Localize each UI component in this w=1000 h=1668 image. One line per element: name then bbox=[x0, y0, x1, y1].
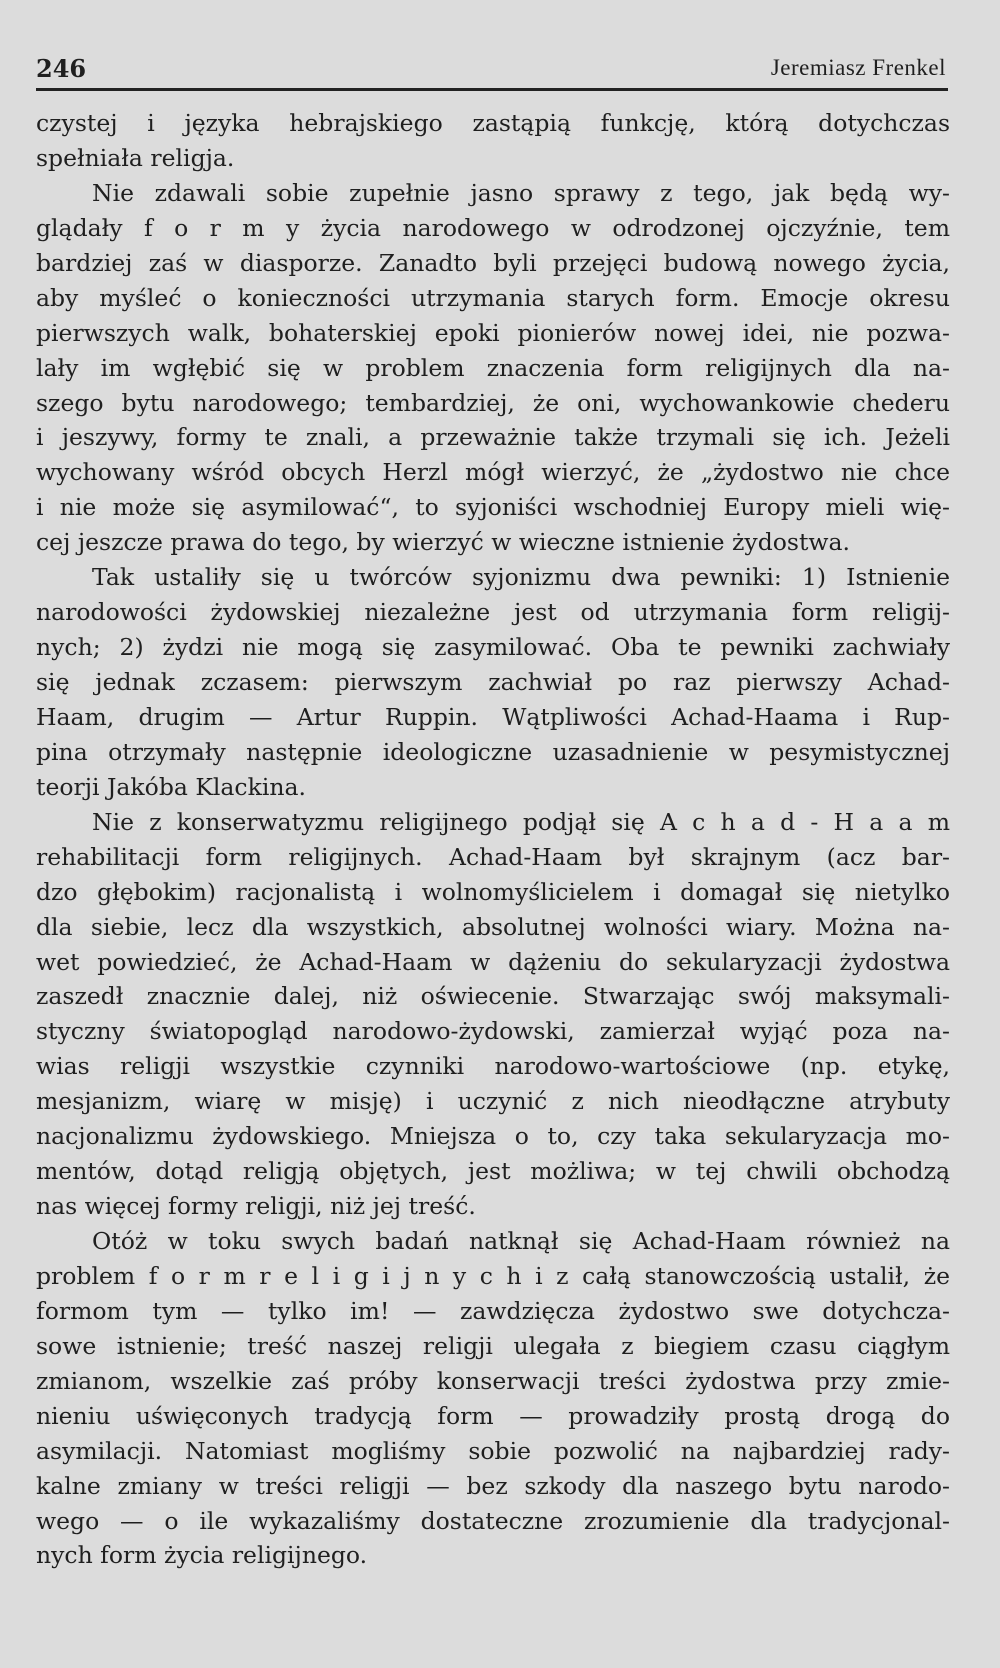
text-line: wychowany wśród obcych Herzl mógł wierzyć, że „żydostwo nie chce bbox=[36, 458, 950, 487]
text-line: nych; 2) żydzi nie mogą się zasymilować. Oba te pewniki zachwiały bbox=[36, 633, 950, 662]
text-line: Otóż w toku swych badań natknął się Achad-Haam również na bbox=[92, 1227, 950, 1255]
text-line: glądały f o r m y życia narodowego w odrodzonej ojczyźnie, tem bbox=[36, 213, 950, 242]
text-line: teorji Jakóba Klackina. bbox=[36, 772, 306, 801]
text-line: styczny światopogląd narodowo-żydowski, zamierzał wyjąć poza na- bbox=[36, 1017, 950, 1046]
text-line: się jednak zczasem: pierwszym zachwiał po raz pierwszy Achad- bbox=[36, 668, 950, 696]
text-line: cej jeszcze prawa do tego, by wierzyć w wieczne istnienie żydostwa. bbox=[36, 528, 850, 557]
body-text bbox=[36, 106, 950, 1573]
page-number: 246 bbox=[36, 54, 87, 83]
text-line: i nie może się asymilować“, to syjoniści wschodniej Europy mieli wię- bbox=[36, 493, 950, 522]
page-header bbox=[36, 54, 946, 84]
text-line: narodowości żydowskiej niezależne jest od utrzymania form religij- bbox=[36, 598, 950, 627]
text-line: asymilacji. Natomiast mogliśmy sobie pozwolić na najbardziej rady- bbox=[36, 1436, 950, 1465]
text-line: aby myśleć o konieczności utrzymania starych form. Emocje okresu bbox=[36, 283, 950, 312]
text-line: lały im wgłębić się w problem znaczenia form religijnych dla na- bbox=[36, 353, 950, 382]
text-line: nych form życia religijnego. bbox=[36, 1541, 368, 1570]
header-rule bbox=[36, 88, 948, 91]
text-line: Tak ustaliły się u twórców syjonizmu dwa pewniki: 1) Istnienie bbox=[92, 563, 950, 592]
text-line: rehabilitacji form religijnych. Achad-Haam był skrajnym (acz bar- bbox=[36, 842, 950, 871]
text-line: dla siebie, lecz dla wszystkich, absolutnej wolności wiary. Można na- bbox=[36, 912, 950, 941]
text-line: kalne zmiany w treści religji — bez szkody dla naszego bytu narodo- bbox=[36, 1471, 950, 1500]
running-title: Jeremiasz Frenkel bbox=[770, 55, 946, 80]
text-line: mesjanizm, wiarę w misję) i uczynić z nich nieodłączne atrybuty bbox=[36, 1087, 950, 1116]
text-line: szego bytu narodowego; tembardziej, że oni, wychowankowie chederu bbox=[36, 388, 950, 417]
text-line: nacjonalizmu żydowskiego. Mniejsza o to, czy taka sekularyzacja mo- bbox=[36, 1122, 950, 1151]
text-line: wego — o ile wykazaliśmy dostateczne zrozumienie dla tradycjonal- bbox=[36, 1506, 950, 1535]
text-line: wias religji wszystkie czynniki narodowo-wartościowe (np. etykę, bbox=[36, 1052, 950, 1081]
text-line: Haam, drugim — Artur Ruppin. Wątpliwości Achad-Haama i Rup- bbox=[36, 702, 950, 731]
text-line: zmianom, wszelkie zaś próby konserwacji treści żydostwa przy zmie- bbox=[36, 1366, 950, 1395]
text-line: spełniała religja. bbox=[36, 143, 235, 172]
text-line: nieniu uświęconych tradycją form — prowadziły prostą drogą do bbox=[36, 1401, 950, 1430]
text-line: pierwszych walk, bohaterskiej epoki pionierów nowej idei, nie pozwa- bbox=[36, 318, 950, 347]
text-line: zaszedł znacznie dalej, niż oświecenie. Stwarzając swój maksymali- bbox=[36, 982, 950, 1011]
text-line: Nie z konserwatyzmu religijnego podjął się A c h a d - H a a m bbox=[92, 807, 950, 836]
text-line: czystej i języka hebrajskiego zastąpią funkcję, którą dotychczas bbox=[36, 109, 950, 137]
text-line: formom tym — tylko im! — zawdzięcza żydostwo swe dotychcza- bbox=[36, 1296, 950, 1325]
text-line: bardziej zaś w diasporze. Zanadto byli przejęci budową nowego życia, bbox=[36, 248, 950, 277]
text-line: pina otrzymały następnie ideologiczne uzasadnienie w pesymistycznej bbox=[36, 737, 950, 766]
text-line: Nie zdawali sobie zupełnie jasno sprawy z tego, jak będą wy- bbox=[92, 178, 950, 207]
text-line: wet powiedzieć, że Achad-Haam w dążeniu do sekularyzacji żydostwa bbox=[36, 947, 950, 976]
text-line: i jeszywy, formy te znali, a przeważnie także trzymali się ich. Jeżeli bbox=[36, 423, 950, 452]
text-line: nas więcej formy religji, niż jej treść. bbox=[36, 1192, 476, 1221]
text-line: problem f o r m r e l i g i j n y c h i z całą stanowczością ustalił, że bbox=[36, 1261, 950, 1290]
text-line: sowe istnienie; treść naszej religji ulegała z biegiem czasu ciągłym bbox=[36, 1331, 950, 1360]
text-line: dzo głębokim) racjonalistą i wolnomyślicielem i domagał się nietylko bbox=[36, 877, 950, 906]
text-line: mentów, dotąd religją objętych, jest możliwa; w tej chwili obchodzą bbox=[36, 1157, 950, 1186]
